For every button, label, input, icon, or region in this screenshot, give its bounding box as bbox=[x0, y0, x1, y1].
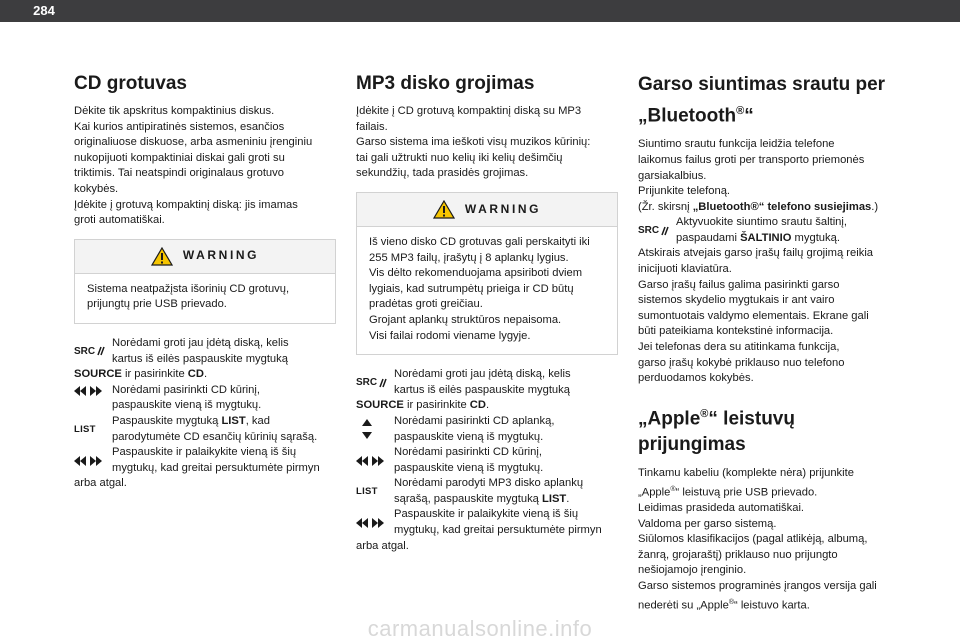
src-icon bbox=[638, 215, 676, 246]
text-line: laikomus failus groti per transporto priemonės bbox=[638, 153, 865, 166]
section-title-apple: „Apple®“ leistuvų prijungimas bbox=[638, 407, 795, 456]
text-line: Kai kurios antipiratinės sistemos, esančios bbox=[74, 120, 285, 133]
list-icon: LIST bbox=[356, 485, 378, 497]
instruction-fast-seek bbox=[74, 445, 336, 492]
prev-next-icon bbox=[356, 445, 394, 476]
text-line: kartus iš eilės paspauskite mygtuką bbox=[112, 352, 288, 365]
text-line: Norėdami groti jau įdėtą diską, kelis bbox=[112, 336, 289, 349]
warning-header bbox=[357, 193, 617, 227]
text-line: Norėdami groti jau įdėtą diską, kelis bbox=[394, 368, 571, 381]
text-line: Norėdami parodyti MP3 disko aplankų bbox=[394, 477, 584, 490]
src-icon-label: SRC bbox=[74, 345, 96, 357]
text-line: paspauskite vieną iš mygtukų. bbox=[394, 430, 544, 443]
text-line: Iš vieno disko CD grotuvas gali perskaityti iki bbox=[369, 235, 590, 248]
instruction-list bbox=[356, 476, 618, 507]
text-line: garso įrašų kokybė priklauso nuo telefono bbox=[638, 356, 845, 369]
text-line: Įdėkite į grotuvą kompaktinį diską: jis imamas bbox=[74, 198, 298, 211]
text-line: Grojant aplankų struktūros nepaisoma. bbox=[369, 313, 562, 326]
text-line: Tinkamu kabeliu (komplekte nėra) prijunkite bbox=[638, 467, 854, 480]
src-icon-label: SRC bbox=[638, 225, 660, 236]
text-line: 255 MP3 failų, įrašytų į 8 aplankų lygius. bbox=[369, 251, 569, 264]
text-line: pradėtas groti greičiau. bbox=[369, 298, 483, 311]
text-line: Garso sistemos programinės įrangos versija gali bbox=[638, 580, 877, 593]
text-line: Įdėkite į CD grotuvą kompaktinį diską su MP3 bbox=[356, 105, 582, 117]
text-line: parodytumėte CD esančių kūrinių sąrašą. bbox=[112, 430, 318, 443]
text-line: groti automatiškai. bbox=[74, 214, 165, 227]
text-line: garsiakalbius. bbox=[638, 169, 707, 182]
text-line: Jei telefonas dera su atitinkama funkcija, bbox=[638, 341, 840, 354]
text-line: failais. bbox=[356, 120, 388, 133]
text-line: mygtukų, kad greitai persuktumėte pirmyn bbox=[394, 524, 602, 537]
text-line: nederėti su „Apple®“ leistuvo karta. bbox=[638, 598, 810, 612]
text-line: Paspauskite ir palaikykite vieną iš šių bbox=[112, 446, 297, 459]
text-line: sekundžių, tada prasidės grojimas. bbox=[356, 167, 529, 180]
column-bluetooth bbox=[638, 72, 900, 614]
bluetooth-body bbox=[638, 246, 900, 386]
warning-body bbox=[357, 227, 617, 354]
text-line: Garso įrašų failus galima pasirinkti garso bbox=[638, 278, 840, 291]
text-line: Siūlomos klasifikacijos (pagal atlikėją, albumą, bbox=[638, 533, 868, 546]
text-line: Visi failai rodomi viename lygyje. bbox=[369, 329, 531, 342]
text-line: nešiojamojo įrenginio. bbox=[638, 564, 747, 577]
instruction-list bbox=[74, 414, 336, 445]
instruction-src bbox=[356, 367, 618, 414]
column-cd-player bbox=[74, 72, 336, 492]
text-line: sumontuotais valdymo elementais. Ekrane gali bbox=[638, 309, 869, 322]
warning-box bbox=[356, 192, 618, 355]
prev-next-icon bbox=[356, 507, 394, 538]
text-line: Aktyvuokite siuntimo srautu šaltinį, bbox=[676, 216, 847, 229]
up-down-icon bbox=[356, 414, 394, 445]
text-line: sistemos skydelio mygtukais ir ant vairo bbox=[638, 294, 835, 307]
text-line: paspauskite vieną iš mygtukų. bbox=[112, 399, 262, 412]
text-line: Norėdami pasirinkti CD kūrinį, bbox=[394, 446, 542, 459]
text-line: paspaudami ŠALTINIO mygtuką. bbox=[676, 231, 840, 244]
page-number: 284 bbox=[33, 3, 55, 18]
src-icon bbox=[74, 336, 112, 367]
warning-header bbox=[75, 240, 335, 274]
src-icon bbox=[356, 367, 394, 398]
instruction-track-select bbox=[74, 383, 336, 414]
instruction-track-select bbox=[356, 445, 618, 476]
text-line: Leidimas prasideda automatiškai. bbox=[638, 502, 805, 515]
text-line: Dėkite tik apskritus kompaktinius diskus. bbox=[74, 105, 275, 117]
text-line: Norėdami pasirinkti CD aplanką, bbox=[394, 414, 555, 427]
instruction-fast-seek bbox=[356, 507, 618, 554]
apple-body bbox=[638, 466, 900, 614]
text-line: žanrą, grojaraštį) priklauso nuo prijungto bbox=[638, 548, 838, 561]
text-line: Prijunkite telefoną. bbox=[638, 185, 731, 198]
bluetooth-intro bbox=[638, 137, 900, 215]
text-line: prijungtų prie USB prievado. bbox=[87, 298, 227, 311]
footer-watermark: carmanualsonline.info bbox=[367, 616, 593, 640]
column-mp3 bbox=[356, 72, 618, 554]
warning-body bbox=[75, 274, 335, 323]
text-line: arba atgal. bbox=[74, 477, 127, 490]
prev-next-icon bbox=[74, 445, 112, 476]
text-line: Vis dėlto rekomenduojama apsiriboti dviem bbox=[369, 267, 583, 280]
text-line: Paspauskite ir palaikykite vieną iš šių bbox=[394, 508, 579, 521]
section-title-cd-player: CD grotuvas bbox=[74, 73, 187, 94]
list-icon: LIST bbox=[74, 423, 96, 435]
instruction-src bbox=[638, 215, 900, 246]
section-title-bluetooth: Garso siuntimas srautu per „Bluetooth®“ bbox=[638, 74, 886, 127]
warning-title: WARNING bbox=[464, 201, 542, 216]
cd-intro bbox=[74, 104, 336, 229]
text-line: inicijuoti klaviatūra. bbox=[638, 263, 732, 276]
text-line: Norėdami pasirinkti CD kūrinį, bbox=[112, 383, 260, 396]
instruction-folder-select bbox=[356, 414, 618, 445]
text-line: mygtukų, kad greitai persuktumėte pirmyn bbox=[112, 461, 320, 474]
text-line: tai gali užtrukti nuo kelių iki kelių dešimčių bbox=[356, 151, 563, 164]
text-line: paspauskite vieną iš mygtukų. bbox=[394, 461, 544, 474]
text-line: SOURCE ir pasirinkite CD. bbox=[74, 368, 208, 381]
text-line: lygiais, kad sutrumpėtų prieiga ir CD būtų bbox=[369, 282, 574, 295]
text-line: perduodamos kokybės. bbox=[638, 372, 754, 385]
text-line: SOURCE ir pasirinkite CD. bbox=[356, 399, 490, 412]
text-line: kokybės. bbox=[74, 182, 119, 195]
prev-next-icon bbox=[74, 383, 112, 399]
text-line: Atskirais atvejais garso įrašų failų grojimą reikia bbox=[638, 247, 874, 260]
text-line: būti pateikiama kontekstinė informacija. bbox=[638, 325, 834, 338]
text-line: arba atgal. bbox=[356, 539, 409, 552]
text-line: kartus iš eilės paspauskite mygtuką bbox=[394, 383, 570, 396]
warning-title: WARNING bbox=[182, 248, 260, 263]
section-title-mp3: MP3 disko grojimas bbox=[356, 73, 535, 94]
warning-box bbox=[74, 239, 336, 324]
page-header-bar bbox=[0, 0, 960, 22]
text-line: triktimis. Tai neatspindi originalaus grotuvo bbox=[74, 167, 284, 180]
src-icon-label: SRC bbox=[356, 376, 378, 388]
warning-triangle-icon bbox=[433, 200, 455, 219]
text-line: originaliuose diskuose, arba asmeniniu įrenginiu bbox=[74, 136, 313, 149]
text-line: nukopijuoti kompaktiniai diskai gali groti su bbox=[74, 151, 285, 164]
text-line: „Apple®“ leistuvą prie USB prievado. bbox=[638, 485, 818, 499]
text-line: Sistema neatpažįsta išorinių CD grotuvų, bbox=[87, 282, 290, 295]
text-line: Siuntimo srautu funkcija leidžia telefone bbox=[638, 138, 835, 151]
text-line: (Žr. skirsnį „Bluetooth®“ telefono susiejimas.) bbox=[638, 200, 879, 213]
text-line: Garso sistema ima ieškoti visų muzikos kūrinių: bbox=[356, 136, 591, 149]
text-line: Paspauskite mygtuką LIST, kad bbox=[112, 414, 270, 427]
mp3-intro bbox=[356, 104, 618, 182]
instruction-src bbox=[74, 336, 336, 383]
warning-triangle-icon bbox=[151, 247, 173, 266]
text-line: sąrašą, paspauskite mygtuką LIST. bbox=[394, 492, 570, 505]
text-line: Valdoma per garso sistemą. bbox=[638, 517, 777, 530]
